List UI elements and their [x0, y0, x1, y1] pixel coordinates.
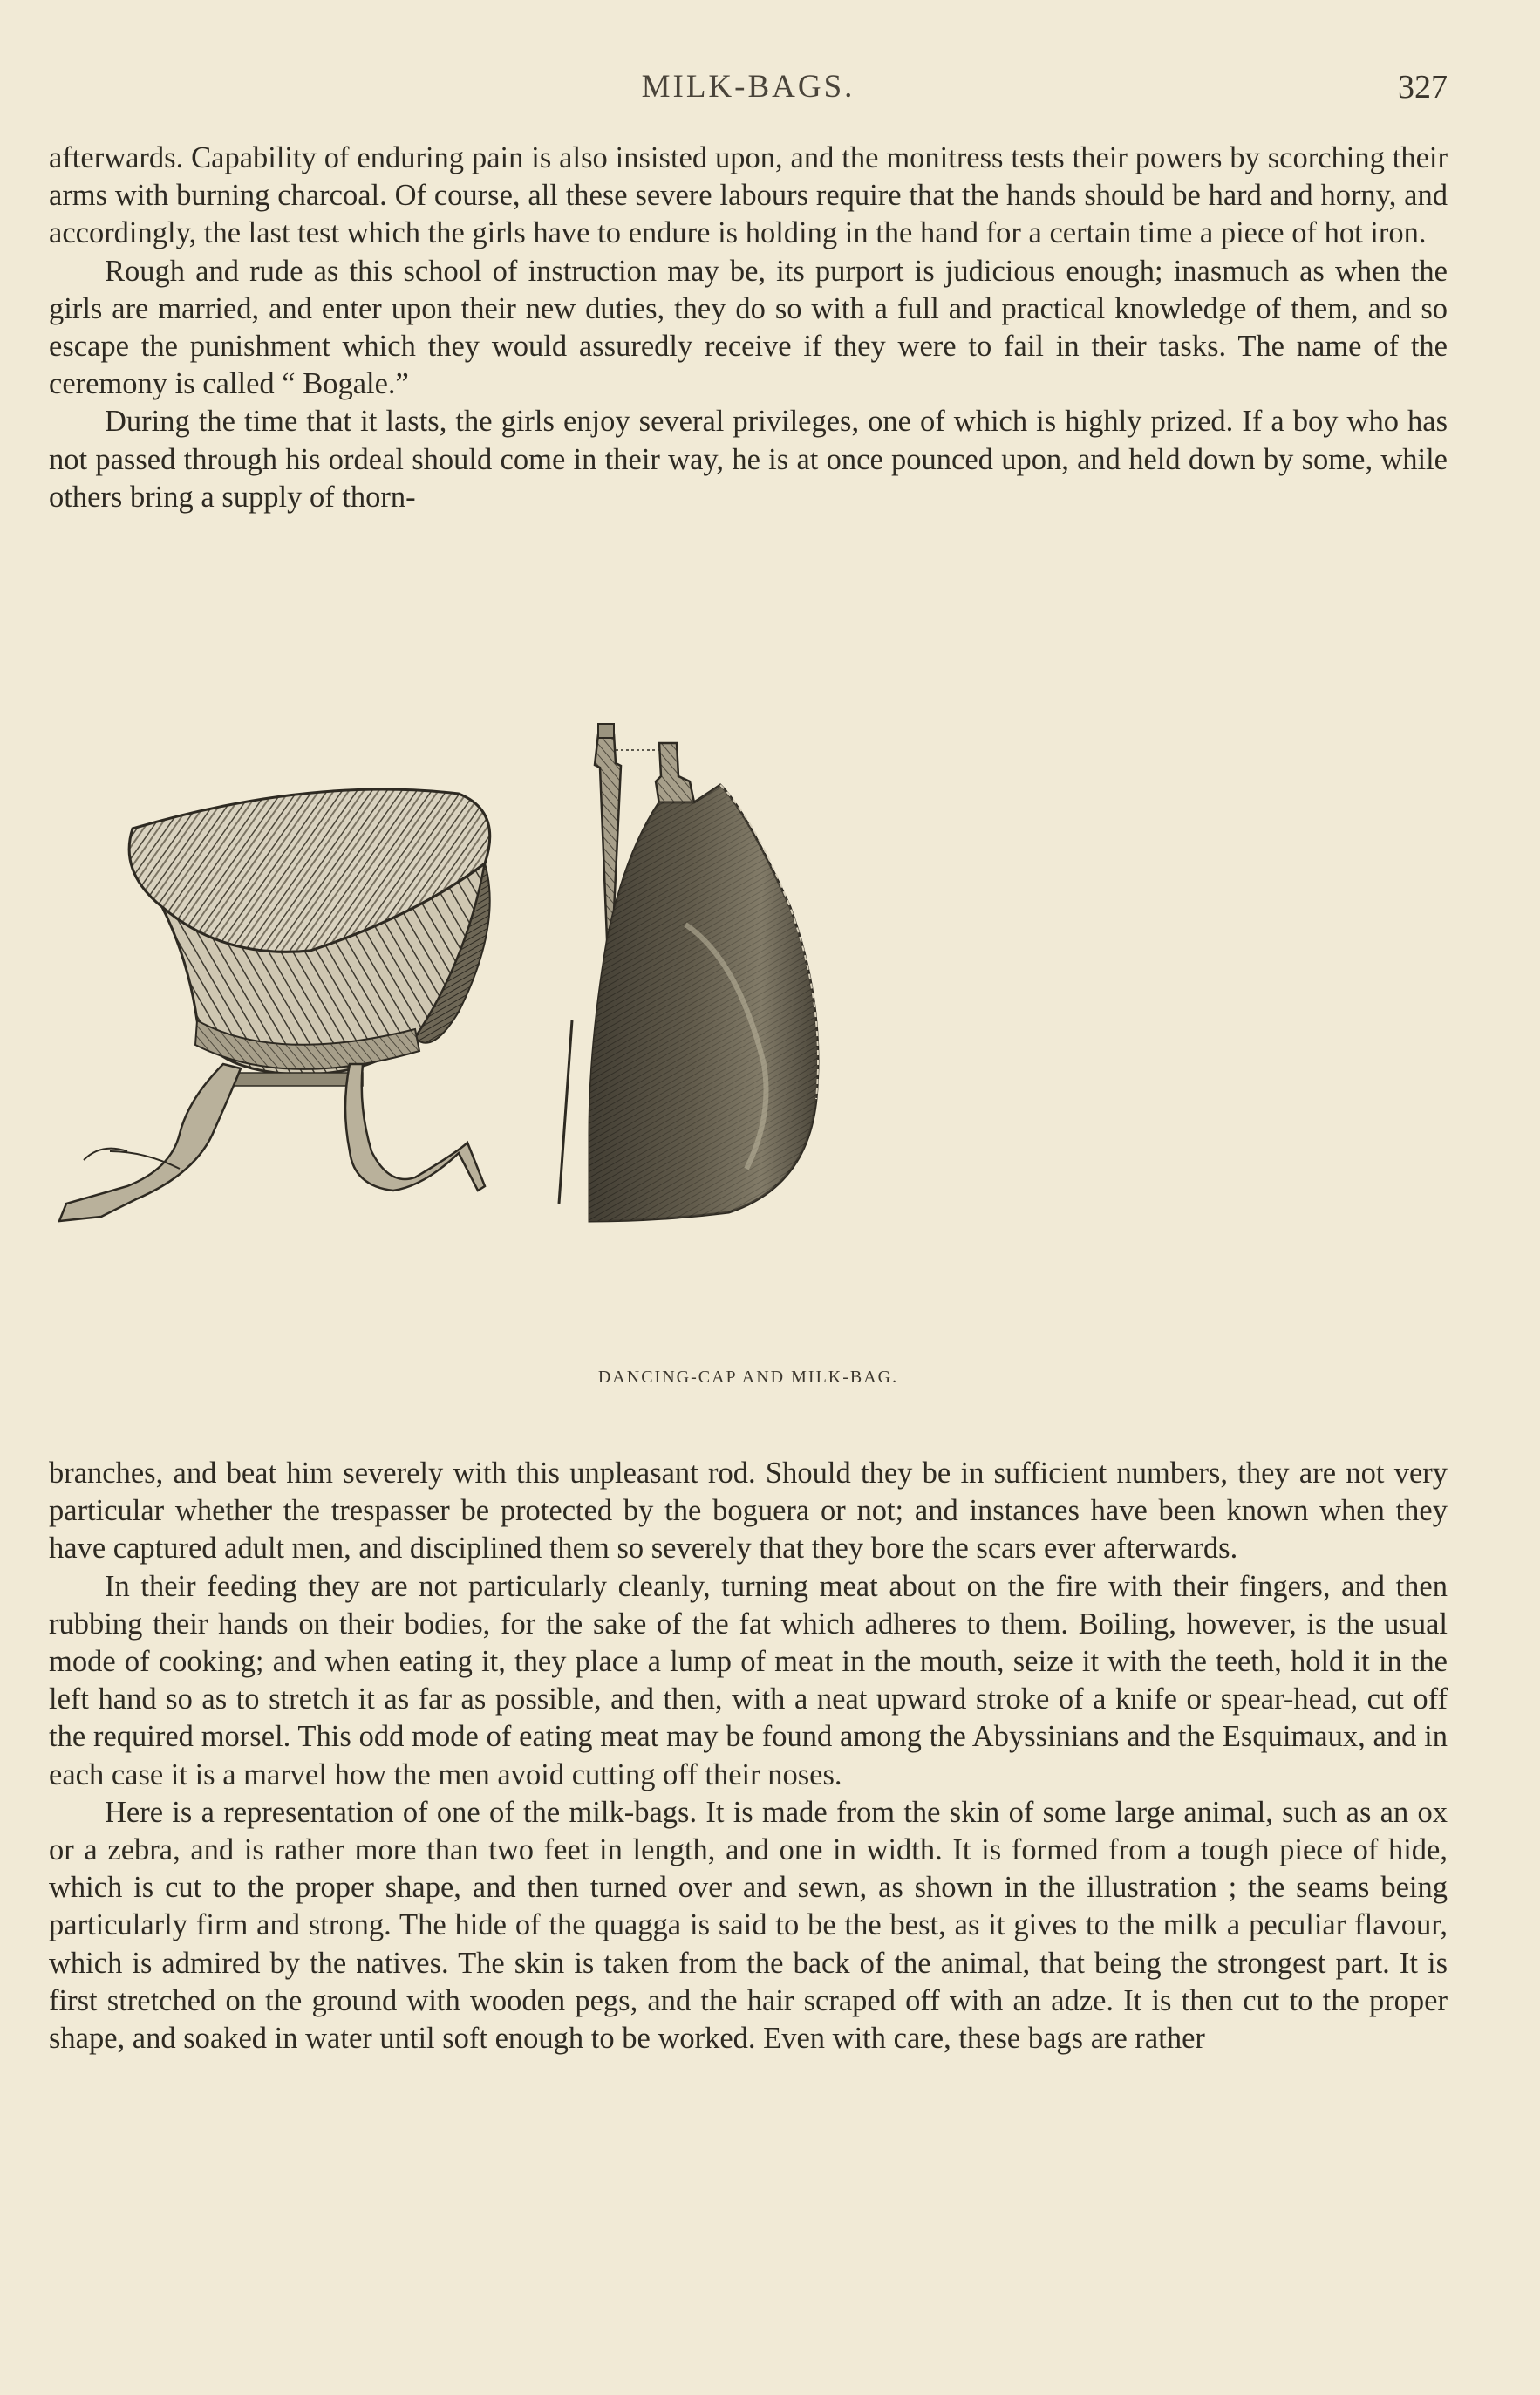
figure-caption: DANCING-CAP AND MILK-BAG.	[597, 1368, 899, 1387]
body-text-bottom	[49, 1455, 1448, 2057]
milk-bag-drawing	[559, 724, 818, 1221]
engraving-illustration	[49, 698, 1448, 1361]
paragraph: During the time that it lasts, the girls enjoy several privileges, one of which is highly prized. If a boy who has not passed through his ordeal should come in their way, he is at once pounced upon, and held down by some, while others bring a supply of thorn-	[49, 405, 1448, 514]
paragraph: Rough and rude as this school of instruction may be, its purport is judicious enough; inasmuch as when the girls are married, and enter upon their new duties, they do so with a full and practical knowledge of them, and so escape the punishment which they would assuredly receive if they were to fail in their tasks. The name of the ceremony is called “ Bogale.”	[49, 254, 1448, 401]
paragraph: Here is a representation of one of the milk-bags. It is made from the skin of some large animal, such as an ox or a zebra, and is rather more than two feet in length, and one in width. It is formed from a tough piece of hide, which is cut to the proper shape, and then turned over and sewn, as shown in the illustration ; the seams being particularly firm and strong. The hide of the quagga is said to be the best, as it gives to the milk a peculiar flavour, which is admired by the natives. The skin is taken from the back of the animal, that being the strongest part. It is first stretched on the ground with wooden pegs, and the hair scraped off with an adze. It is then cut to the proper shape, and soaked in water until soft enough to be worked. Even with care, these bags are rather	[49, 1795, 1448, 2056]
running-head: MILK-BAGS.	[641, 69, 855, 105]
dancing-cap-drawing	[59, 789, 490, 1221]
paragraph: afterwards. Capability of enduring pain is also insisted upon, and the monitress tests their powers by scorching their arms with burning charcoal. Of course, all these severe labours require that the hands should be hard and horny, and accordingly, the last test which the girls have to endure is holding in the hand for a certain time a piece of hot iron.	[49, 141, 1448, 250]
body-text-top	[49, 140, 1448, 516]
paragraph: branches, and beat him severely with this unpleasant rod. Should they be in sufficient numbers, they are not very particular whether the trespasser be protected by the boguera or not; and instances have been known when they have captured adult men, and disciplined them so severely that they bore the scars ever afterwards.	[49, 1457, 1448, 1566]
page-header	[49, 61, 1448, 113]
page-number: 327	[1398, 69, 1448, 106]
figure-illustration	[49, 698, 1448, 1387]
paragraph: In their feeding they are not particularly cleanly, turning meat about on the fire with their fingers, and then rubbing their hands on their bodies, for the sake of the fat which adheres to them. Boiling, however, is the usual mode of cooking; and when eating it, they place a lump of meat in the mouth, seize it with the teeth, hold it in the left hand so as to stretch it as far as possible, and then, with a neat upward stroke of a knife or spear-head, cut off the required morsel. This odd mode of eating meat may be found among the Abyssinians and the Esquimaux, and in each case it is a marvel how the men avoid cutting off their noses.	[49, 1569, 1448, 1791]
